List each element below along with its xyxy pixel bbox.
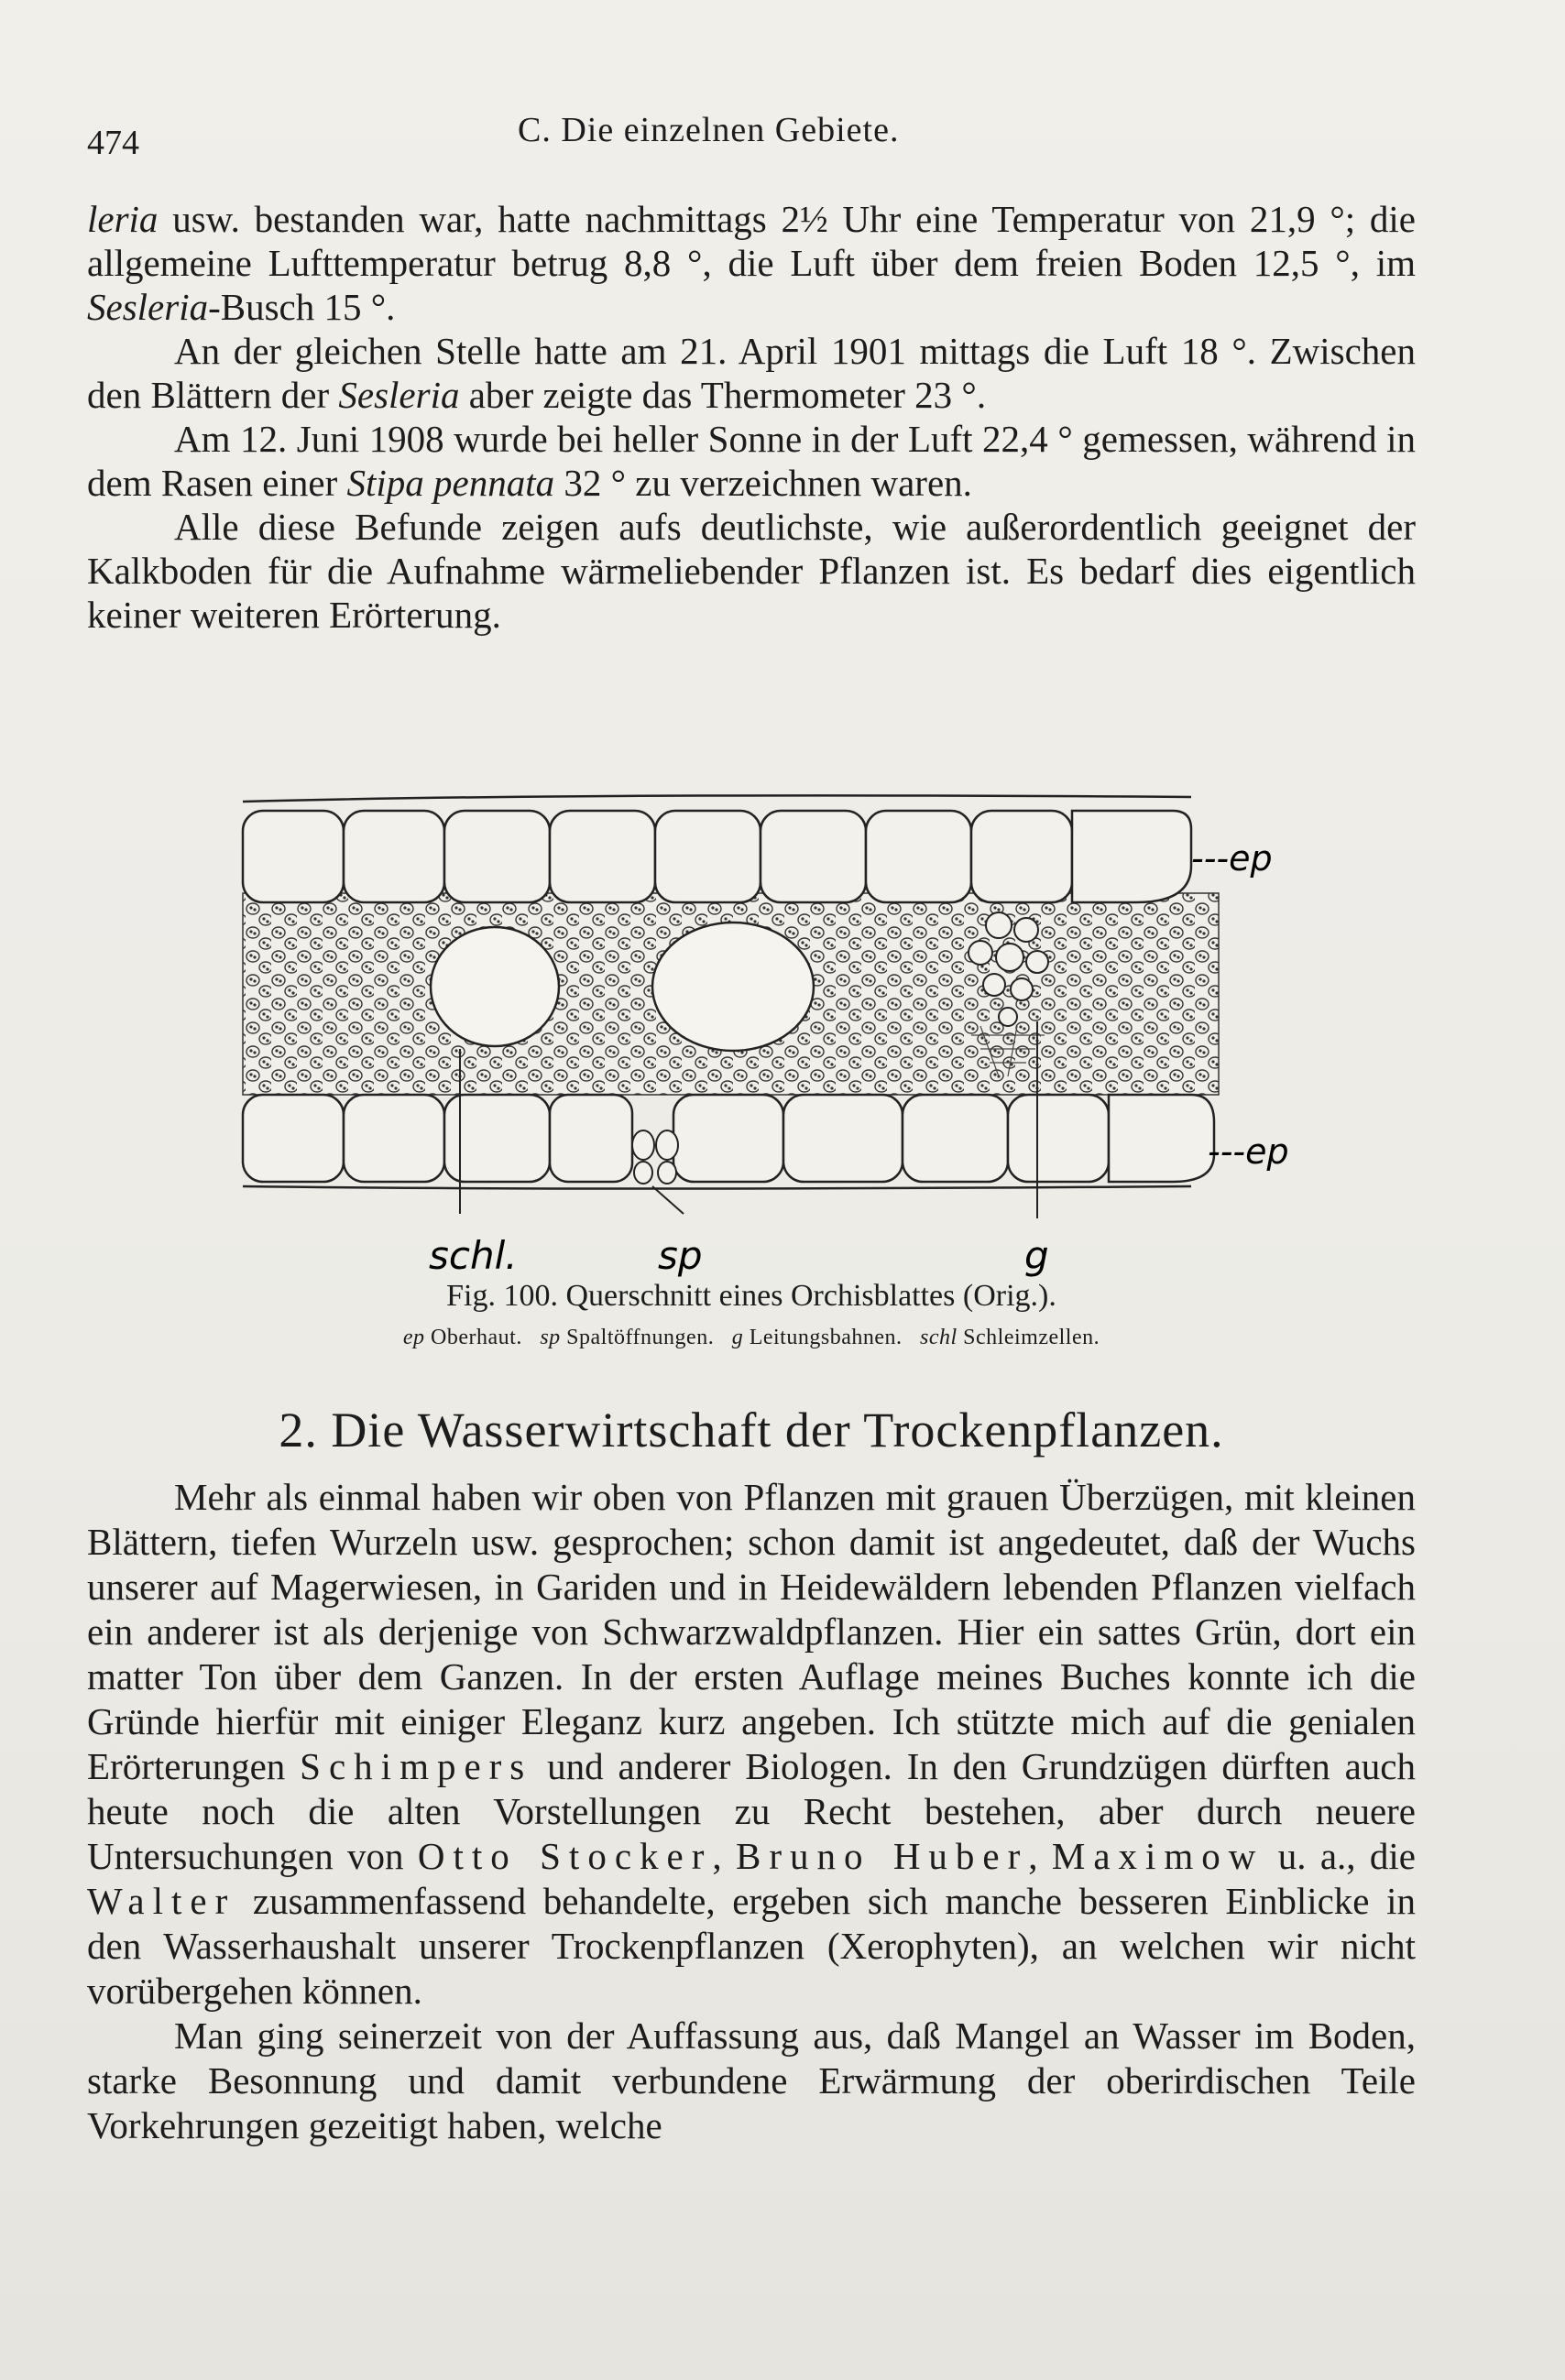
author-name: Walter [87, 1880, 236, 1922]
author-name: Maximow [1051, 1835, 1264, 1877]
text-run: Mehr als einmal haben wir oben von Pflanzen mit grauen Überzügen, mit kleinen Blättern, tiefen Wurzeln usw. gesprochen; schon damit ist angedeutet, daß der Wuchs unserer auf Magerwiesen, in Gariden und in Heidewäldern lebenden Pflanzen vielfach ein anderer ist als derjenige von Schwarzwaldpflanzen. Hier ein sattes Grün, dort ein matter Ton über dem Ganzen. In der ersten Auflage meines Buches konnte ich die Gründe hierfür mit einiger Eleganz kurz angeben. Ich stützte mich auf die genialen Erörterungen [87, 1476, 1416, 1787]
running-title: C. Die einzelnen Gebiete. [518, 111, 900, 149]
italic-term: Sesleria [338, 374, 460, 416]
stoma [632, 1130, 678, 1184]
paragraph-2 [87, 329, 1416, 417]
text-run: usw. bestanden war, hatte nachmittags 2½ Uhr eine Temperatur von 21,9 °; die allgemeine Lufttemperatur betrug 8,8 °, die Luft über dem freien Boden 12,5 °, im [87, 198, 1416, 284]
paragraph-1 [87, 197, 1416, 329]
label-schl: schl. [429, 1233, 518, 1278]
legend-text: Schleimzellen. [957, 1326, 1100, 1349]
label-sp: sp [658, 1233, 703, 1278]
text-run: -Busch 15 °. [208, 286, 396, 328]
legend-abbr: schl [920, 1326, 958, 1349]
page-header [87, 110, 1416, 165]
text-run: u. a., die [1264, 1835, 1416, 1877]
paragraph-3 [87, 417, 1416, 505]
page-number: 474 [87, 124, 139, 162]
text-run: aber zeigte das Thermometer 23 °. [459, 374, 987, 416]
top-text-block [87, 197, 1416, 637]
text-run: Am 12. Juni 1908 wurde bei heller Sonne in der Luft 22,4 ° gemessen, während in dem Rasen einer [87, 418, 1416, 504]
figure-caption: Fig. 100. Querschnitt eines Orchisblattes (Orig.). [446, 1279, 1056, 1313]
author-name: Schimpers [300, 1745, 533, 1787]
author-name: Otto Stocker [417, 1835, 713, 1877]
leaf-cross-section-figure [220, 783, 1319, 1283]
text-run: , [712, 1835, 736, 1877]
author-name: Bruno Huber [735, 1835, 1029, 1877]
label-g: g [1024, 1233, 1049, 1278]
italic-term: Stipa pennata [346, 462, 555, 504]
legend-abbr: sp [540, 1326, 561, 1349]
paragraph-5 [87, 1475, 1416, 2014]
paragraph-6: Man ging seinerzeit von der Auffassung aus, daß Mangel an Wasser im Boden, starke Besonnung und damit verbundene Erwärmung der oberirdischen Teile Vorkehrungen gezeitigt haben, welche [87, 2014, 1416, 2146]
section-heading: 2. Die Wasserwirtschaft der Trockenpflanzen. [279, 1403, 1224, 1457]
label-ep-bottom: ---ep [1208, 1131, 1289, 1172]
legend-abbr: ep [402, 1326, 425, 1349]
text-run: und anderer Biologen. In den Grundzügen dürften auch heute noch die alten Vorstellungen zu Recht bestehen, aber durch neuere Untersuchungen von [87, 1745, 1417, 1877]
legend-abbr: g [731, 1326, 744, 1349]
legend-text: Leitungsbahnen. [743, 1326, 903, 1349]
legend-text: Oberhaut. [424, 1326, 522, 1349]
italic-term: Sesleria [87, 286, 209, 328]
label-ep-top: ---ep [1191, 838, 1273, 879]
figure-legend [87, 1326, 1416, 1350]
legend-text: Spaltöffnungen. [560, 1326, 715, 1349]
text-run: 32 ° zu verzeichnen waren. [554, 462, 972, 504]
bottom-text-block [87, 1475, 1416, 2148]
paragraph-4: Alle diese Befunde zeigen aufs deutlichste, wie außerordentlich geeignet der Kalkboden für die Aufnahme wärmeliebender Pflanzen ist. Es bedarf dies eigentlich keiner weiteren Erörterung. [87, 506, 1416, 636]
text-run: zusammenfassend behandelte, ergeben sich manche besseren Einblicke in den Wasserhaushalt unserer Trockenpflanzen (Xerophyten), an welchen wir nicht vorübergehen können. [87, 1880, 1416, 2012]
italic-term: leria [87, 198, 159, 240]
text-run: An der gleichen Stelle hatte am 21. April 1901 mittags die Luft 18 °. Zwischen den Blättern der [87, 330, 1416, 416]
leaf-cross-section-drawing [220, 783, 1319, 1283]
text-run: , [1028, 1835, 1052, 1877]
